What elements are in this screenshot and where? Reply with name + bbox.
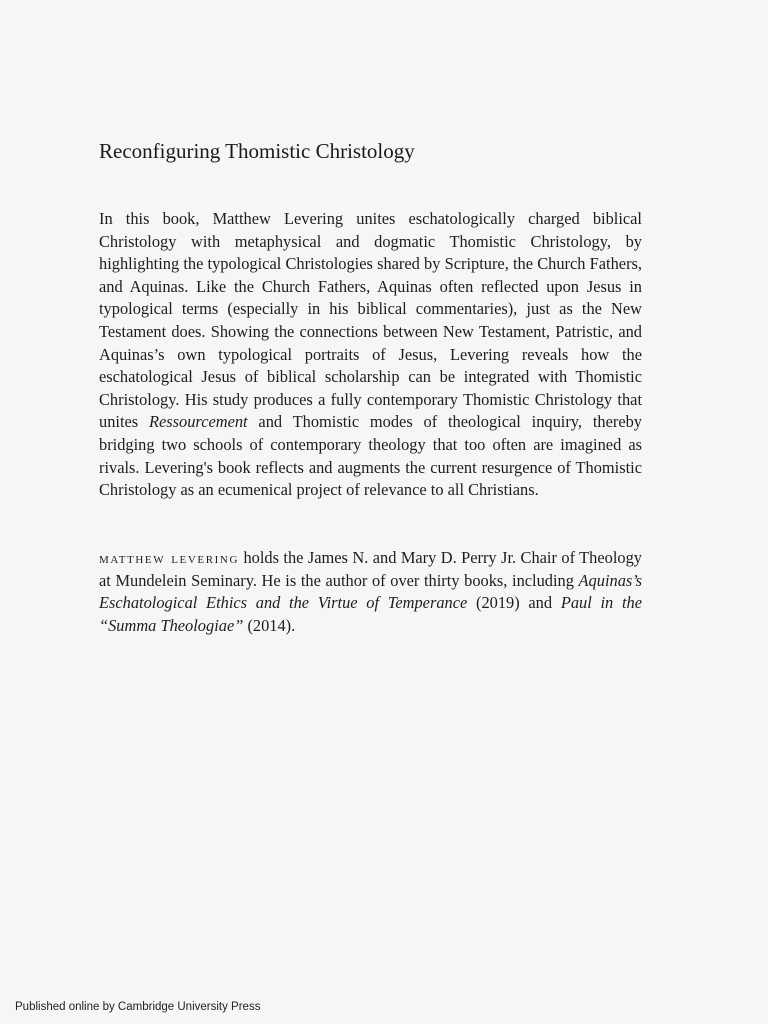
author-name: matthew levering <box>99 548 240 567</box>
description-text-start: In this book, Matthew Levering unites eschatologically charged biblical Christology with metaphysical and dogmatic Thomistic Christology, by highlighting the typological Christologies shared by Scripture, the Church Fathers, and Aquinas. Like the Church Fathers, Aquinas often reflected upon Jesus in typological terms (especially in his biblical commentaries), just as the New Testament does. Showing the connections between New Testament, Patristic, and Aquinas’s own typological portraits of Jesus, Levering reveals how the eschatological Jesus of biblical scholarship can be integrated with Thomistic Christology. His study produces a fully contemporary Thomistic Christology that unites <box>99 209 642 432</box>
author-bio <box>99 547 642 637</box>
publisher-footer: Published online by Cambridge University Press <box>15 1001 261 1013</box>
bio-text-3: (2014). <box>243 615 296 635</box>
bio-text-2: (2019) and <box>467 593 561 613</box>
description-text-end: and Thomistic modes of theological inquiry, thereby bridging two schools of contemporary theology that too often are imagined as rivals. Levering's book reflects and augments the current resurgence of Thomistic Christology as an ecumenical project of relevance to all Christians. <box>99 412 642 500</box>
bio-text-1: holds the James N. and Mary D. Perry Jr. Chair of Theology at Mundelein Seminary. He is the author of over thirty books, including <box>99 548 642 590</box>
description-italic-term: Ressourcement <box>148 412 248 432</box>
book-description <box>99 208 642 502</box>
book-title-2: Paul in the “Summa Theologiae” <box>99 593 642 635</box>
book-title-1: Aquinas’s Eschatological Ethics and the Virtue of Temperance <box>99 570 642 613</box>
page-title: Reconfiguring Thomistic Christology <box>99 139 415 163</box>
